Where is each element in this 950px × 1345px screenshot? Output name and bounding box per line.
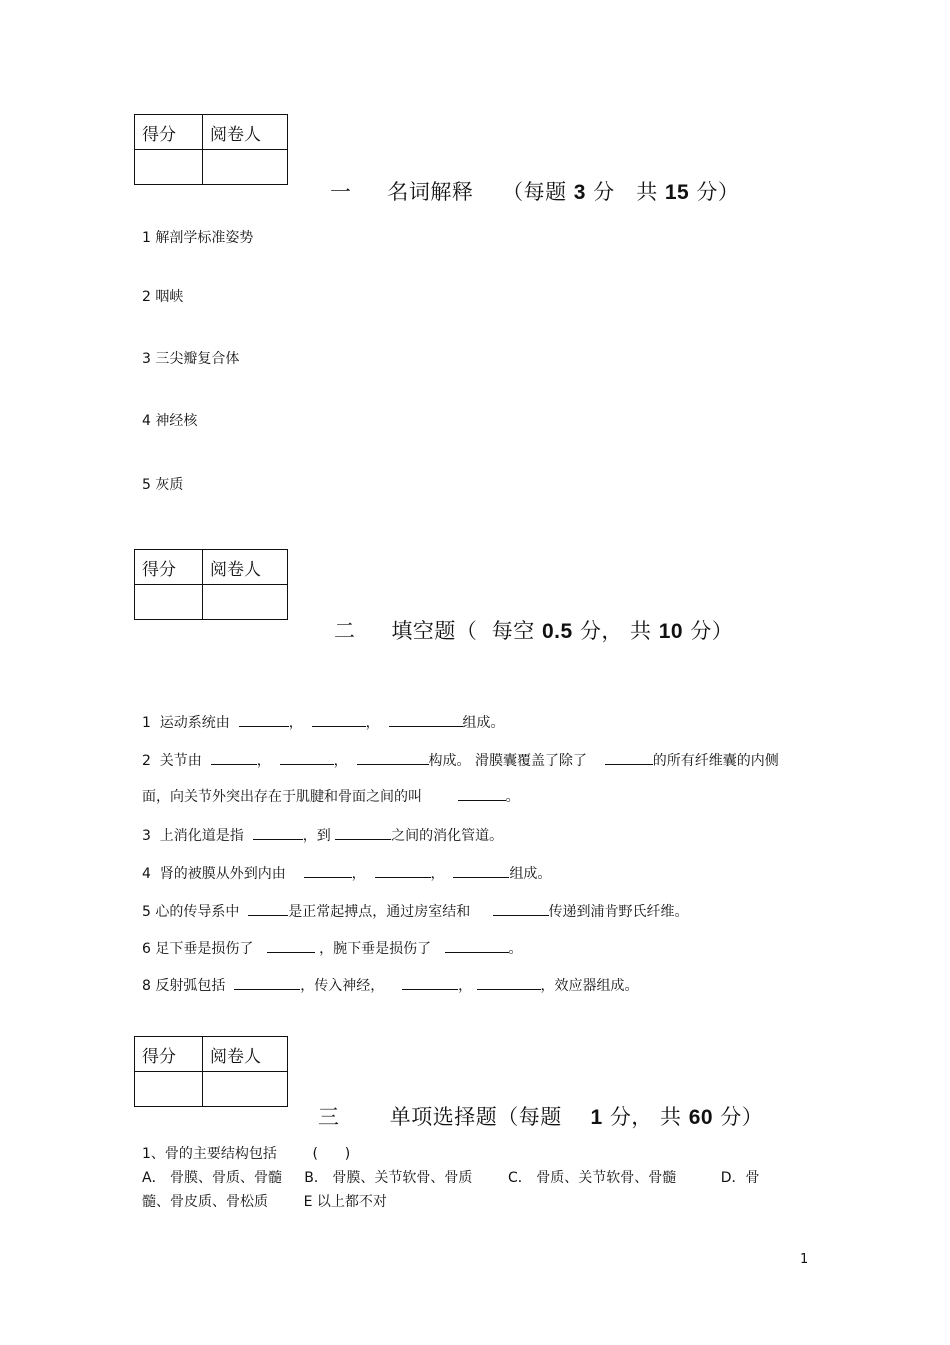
q-text: 之间的消化管道。 (391, 828, 504, 844)
q-text: 传递到浦肯野氏纤维。 (548, 904, 689, 920)
score-cell (135, 585, 203, 620)
score-header: 得分 (135, 1037, 203, 1072)
option-a[interactable]: A． 骨膜、骨质、骨髓 (142, 1170, 283, 1186)
section-name: 单项选择题（每题 (389, 1105, 562, 1129)
score-table-2 (134, 549, 288, 620)
points-value: 0.5 (541, 620, 573, 643)
q-text: ， (256, 753, 271, 769)
section-name: 填空题（ (391, 619, 478, 643)
q-text: ，腕下垂是损伤了 (319, 941, 432, 957)
section-number: 一 (330, 180, 352, 204)
option-c[interactable]: C． 骨质、关节软骨、骨髓 (507, 1170, 677, 1186)
blank[interactable] (335, 827, 391, 840)
total-value: 60 (688, 1106, 714, 1129)
q-text: 3 上消化道是指 (142, 828, 244, 844)
choice-question-1 (142, 1145, 350, 1163)
fill-question-5 (142, 903, 689, 921)
choice-options-cont (142, 1193, 387, 1211)
q-text: 构成。 滑膜囊覆盖了除了 (428, 753, 587, 769)
grader-cell (203, 1072, 288, 1107)
points-close: 分） (690, 619, 734, 643)
fill-question-1 (142, 714, 505, 732)
grader-header: 阅卷人 (203, 1037, 288, 1072)
grader-cell (203, 585, 288, 620)
q-text: 组成。 (509, 866, 552, 882)
total-value: 10 (658, 620, 684, 643)
term-item: 5 灰质 (142, 477, 184, 493)
fill-question-6 (142, 940, 523, 958)
q-text: 1、骨的主要结构包括 (142, 1146, 277, 1162)
q-text: 2 关节由 (142, 753, 202, 769)
points-unit: 分， (579, 619, 623, 643)
total-value: 15 (664, 181, 690, 204)
q-text: ，到 (302, 828, 331, 844)
q-text: 。 (508, 941, 523, 957)
q-text: 4 肾的被膜从外到内由 (142, 866, 286, 882)
option-d[interactable]: D．骨 (720, 1170, 760, 1186)
option-e[interactable]: E 以上都不对 (303, 1194, 387, 1210)
section-number: 三 (318, 1105, 340, 1129)
score-cell (135, 1072, 203, 1107)
grader-header: 阅卷人 (203, 115, 288, 150)
fill-question-8 (142, 977, 639, 995)
q-text: ，效应器组成。 (540, 978, 639, 994)
blank[interactable] (312, 714, 366, 727)
blank[interactable] (253, 827, 303, 840)
fill-question-3 (142, 827, 503, 845)
q-text: ， (458, 978, 473, 994)
term-item: 4 神经核 (142, 413, 198, 429)
fill-question-2-cont (142, 788, 520, 806)
total-label: 共 (660, 1105, 682, 1129)
section-3-title (318, 1077, 763, 1131)
q-text: ， (351, 866, 366, 882)
blank[interactable] (211, 752, 257, 765)
blank[interactable] (453, 865, 509, 878)
page-number: 1 (800, 1252, 809, 1267)
score-header: 得分 (135, 115, 203, 150)
q-text: 6 足下垂是损伤了 (142, 941, 254, 957)
blank[interactable] (357, 752, 429, 765)
blank[interactable] (445, 940, 509, 953)
blank[interactable] (248, 903, 288, 916)
points-unit: 分 (593, 180, 615, 204)
q-text: ， (365, 715, 380, 731)
score-cell (135, 150, 203, 185)
section-1-title (330, 152, 739, 206)
fill-question-2 (142, 752, 779, 770)
q-text: ， (430, 866, 445, 882)
q-text: 1 运动系统由 (142, 715, 230, 731)
blank[interactable] (402, 977, 458, 990)
points-value: 1 (590, 1106, 603, 1129)
q-text: ，传入神经， (300, 978, 385, 994)
score-table-1 (134, 114, 288, 185)
grader-cell (203, 150, 288, 185)
section-2-title (334, 591, 733, 645)
total-label: 共 (636, 180, 658, 204)
points-open: （每题 (502, 180, 567, 204)
blank[interactable] (493, 903, 549, 916)
q-text: 面，向关节外突出存在于肌腱和骨面之间的叫 (142, 789, 422, 805)
q-text: 8 反射弧包括 (142, 978, 226, 994)
term-item: 2 咽峡 (142, 289, 184, 305)
q-text: 是正常起搏点，通过房室结和 (288, 904, 471, 920)
term-item: 3 三尖瓣复合体 (142, 351, 240, 367)
q-text: 组成。 (462, 715, 505, 731)
q-text: 5 心的传导系中 (142, 904, 240, 920)
q-text: ， (288, 715, 303, 731)
blank[interactable] (389, 714, 463, 727)
score-header: 得分 (135, 550, 203, 585)
points-unit: 分， (609, 1105, 653, 1129)
blank[interactable] (458, 788, 506, 801)
q-text: ， (333, 753, 348, 769)
points-close: 分） (720, 1105, 764, 1129)
blank[interactable] (234, 977, 300, 990)
section-number: 二 (334, 619, 356, 643)
q-text: 。 (505, 789, 520, 805)
blank[interactable] (477, 977, 541, 990)
blank[interactable] (605, 752, 653, 765)
option-d-cont[interactable]: 髓、骨皮质、骨松质 (142, 1194, 268, 1210)
blank[interactable] (280, 752, 334, 765)
blank[interactable] (267, 940, 315, 953)
points-value: 3 (573, 181, 586, 204)
q-text: 的所有纤维囊的内侧 (652, 753, 779, 769)
grader-header: 阅卷人 (203, 550, 288, 585)
score-table-3 (134, 1036, 288, 1107)
section-name: 名词解释 (387, 180, 474, 204)
total-label: 共 (630, 619, 652, 643)
points-close: 分） (696, 180, 740, 204)
blank[interactable] (304, 865, 352, 878)
points-open: 每空 (491, 619, 535, 643)
blank[interactable] (239, 714, 289, 727)
blank[interactable] (375, 865, 431, 878)
choice-options (142, 1169, 760, 1187)
fill-question-4 (142, 865, 551, 883)
option-b[interactable]: B． 骨膜、关节软骨、骨质 (304, 1170, 473, 1186)
term-item: 1 解剖学标准姿势 (142, 230, 254, 246)
answer-paren[interactable]: ( ) (312, 1146, 351, 1162)
